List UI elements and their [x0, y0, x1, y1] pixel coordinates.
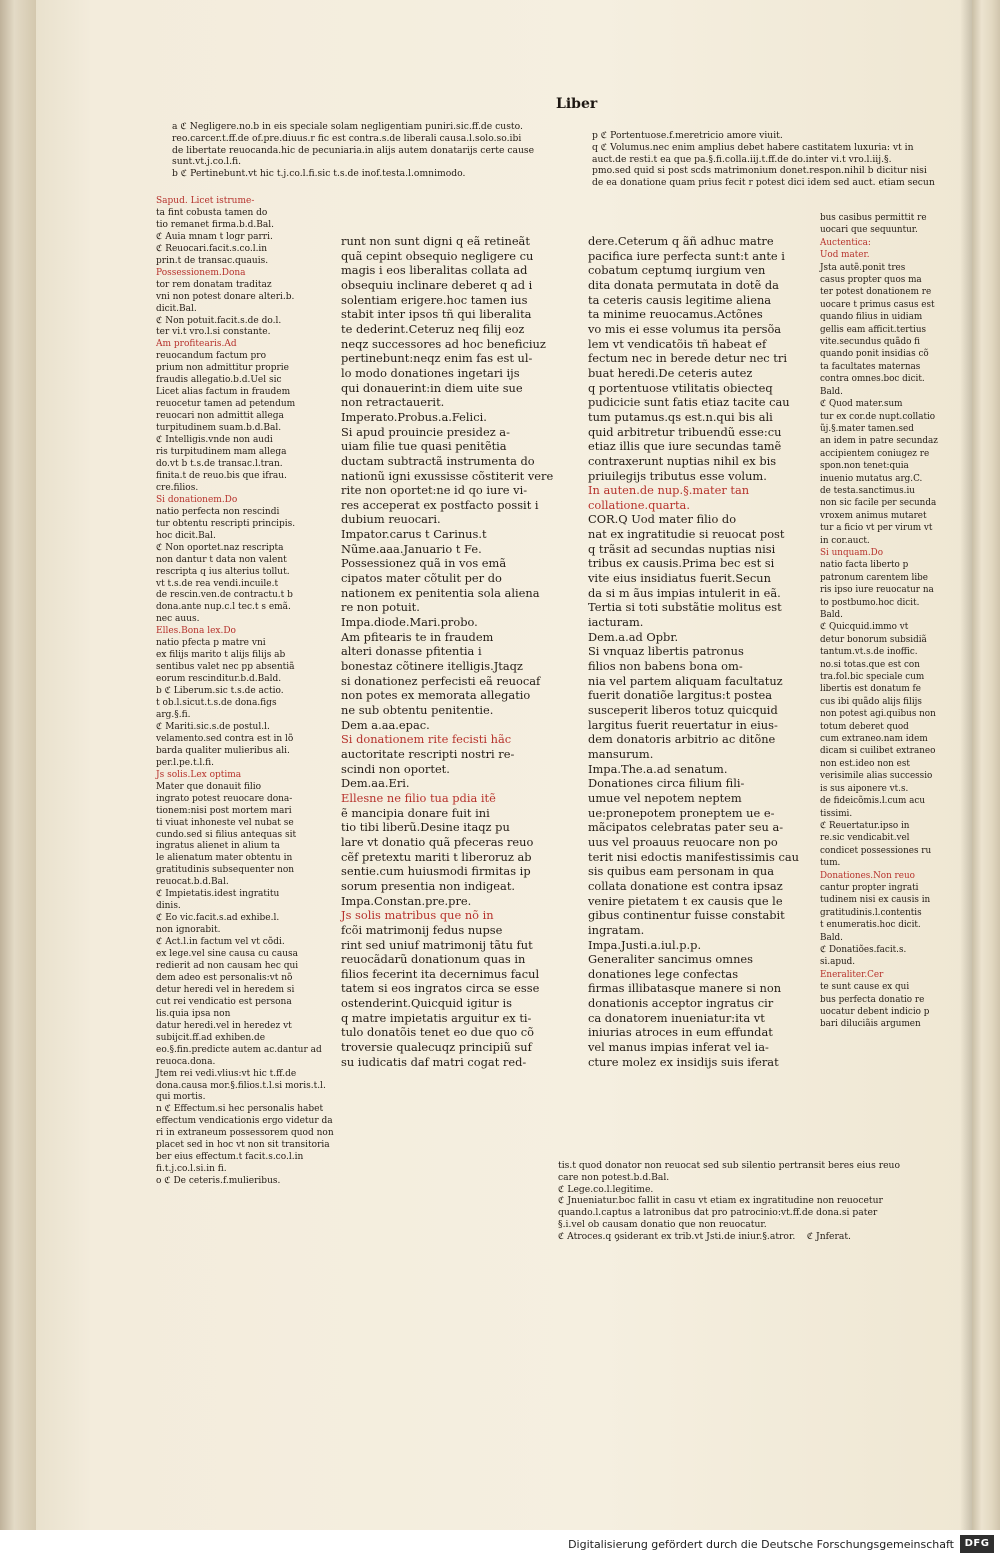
text-line: non dantur t data non valent — [156, 554, 287, 565]
text-line: velamento.sed contra est in lõ — [156, 733, 294, 744]
text-line: filios non babens bona om- — [588, 659, 743, 674]
text-line: vroxem animus mutaret — [820, 510, 927, 521]
text-line: Si apud prouincie presidez a- — [341, 424, 510, 439]
text-line: non retractauerit. — [341, 395, 445, 410]
text-line: Donationes.Non reuo — [820, 870, 915, 881]
text-line: gibus continentur fuisse constabit — [588, 908, 785, 923]
text-line: collatione.quarta. — [588, 497, 690, 512]
text-line: ta minime reuocamus.Actõnes — [588, 307, 763, 322]
text-line: tum. — [820, 858, 841, 869]
text-line: Uod mater. — [820, 250, 870, 261]
text-line: cobatum ceptumq iurgium ven — [588, 263, 766, 278]
text-line: Bald. — [820, 932, 843, 943]
text-line: sunt.vt.j.co.l.fi. — [172, 156, 242, 168]
text-line: fcõi matrimonij fedus nupse — [341, 922, 503, 937]
text-line: scindi non oportet. — [341, 761, 450, 776]
text-line: no.si totas.que est con — [820, 659, 920, 670]
text-line: dinis. — [156, 901, 181, 912]
gloss-far-right-column — [820, 212, 950, 1031]
text-line: ti viuat inhoneste vel nubat se — [156, 817, 294, 828]
text-line: per.l.pe.t.l.fi. — [156, 757, 215, 768]
text-line: ℭ Impietatis.idest ingratitu — [156, 889, 280, 900]
text-line: care non potest.b.d.Bal. — [558, 1171, 670, 1183]
text-line: tum putamus.qs est.n.qui bis ali — [588, 409, 773, 424]
text-line: non potest agi.quibus non — [820, 709, 936, 720]
text-line: ingratam. — [588, 922, 645, 937]
text-line: nia vel partem aliquam facultatuz — [588, 673, 783, 688]
text-line: su iudicatis daf matri cogat red- — [341, 1054, 527, 1069]
text-line: de rescin.ven.de contractu.t b — [156, 590, 293, 601]
text-line: ter potest donationem re — [820, 287, 932, 298]
text-line: ingratus alienet in alium ta — [156, 841, 280, 852]
text-line: Si vnquaz libertis patronus — [588, 644, 744, 659]
text-line: ℭ Non potuit.facit.s.de do.l. — [156, 315, 282, 326]
text-line: stabit inter ipsos tñ qui liberalita — [341, 307, 532, 322]
book-gutter — [972, 0, 1000, 1530]
text-line: ℭ Quicquid.immo vt — [820, 622, 909, 633]
text-line: ber eius effectum.t facit.s.co.l.in fi.t.j.co.l.si.in fi. — [156, 1152, 307, 1175]
text-line: dem adeo est personalis:vt nõ — [156, 972, 293, 983]
text-line: cre.filios. — [156, 482, 199, 493]
text-line: largitus fuerit reuertatur in eius- — [588, 717, 778, 732]
text-line: do.vt b t.s.de transac.l.tran. — [156, 458, 283, 469]
text-line: q matre impietatis arguitur ex ti- — [341, 1010, 532, 1025]
text-line: cus ibi quãdo alijs filijs — [820, 696, 922, 707]
gloss-top-right — [592, 130, 952, 189]
text-line: quando filius in uidiam — [820, 312, 923, 323]
text-line: tantum.vt.s.de inoffic. — [820, 647, 918, 658]
text-line: re.sic vendicabit.vel — [820, 833, 910, 844]
text-line: patronum carentem libe — [820, 572, 928, 583]
text-line: solentiam erigere.hoc tamen ius — [341, 292, 528, 307]
text-line: cture molez ex insidijs suis iferat — [588, 1054, 779, 1069]
running-head: Liber — [556, 96, 598, 112]
text-line: cundo.sed si filius antequas sit — [156, 829, 297, 840]
text-line: to postbumo.hoc dicit. — [820, 597, 920, 608]
text-line: sentie.cum huiusmodi firmitas ip — [341, 864, 531, 879]
text-line: filios fecerint ita decernimus facul — [341, 966, 540, 981]
text-line: reo.carcer.t.ff.de of.pre.diuus.r fic est contra.s.de liberali causa.l.solo.so.ibi — [172, 132, 522, 144]
text-line: auct.de resti.t ea que pa.§.fi.colla.iij.t.ff.de do.inter vi.t vro.l.iij.§. — [592, 153, 892, 165]
text-line: Possessionem.Dona — [156, 267, 246, 278]
text-line: reuocari non admittit allega — [156, 411, 284, 422]
text-line: ta fint cobusta tamen do — [156, 207, 268, 218]
text-line: cantur propter ingrati — [820, 882, 919, 893]
text-line: ris ipso iure reuocatur na — [820, 585, 934, 596]
text-line: Sapud. Licet istrume- — [156, 196, 255, 206]
text-line: reuocat.b.d.Bal. — [156, 877, 229, 888]
text-line: de ea donatione quam prius fecit r potest dici idem sed auct. etiam secun — [592, 177, 935, 189]
text-line: non ignorabit. — [156, 925, 221, 936]
text-line: donationis acceptor ingratus cir — [588, 996, 774, 1011]
text-line: tor rem donatam traditaz — [156, 279, 272, 290]
text-line: Ellesne ne filio tua pdia itẽ — [341, 790, 496, 805]
book-page-edges — [0, 0, 36, 1530]
text-line: ũj.§.mater tamen.sed — [820, 423, 914, 434]
text-line: barda qualiter mulieribus ali. — [156, 745, 290, 756]
text-line: bus perfecta donatio re — [820, 994, 925, 1005]
text-line: vo mis ei esse volumus ita persõa — [588, 321, 782, 336]
text-line: tio remanet firma.b.d.Bal. — [156, 219, 274, 230]
text-line: lem vt vendicatõis tñ habeat ef — [588, 336, 767, 351]
text-line: pmo.sed quid si post scds matrimonium donet.respon.nihil b dicitur nisi — [592, 165, 927, 177]
gloss-left-column — [156, 196, 336, 1188]
text-line: qui donauerint:in diem uite sue — [341, 380, 523, 395]
text-line: In auten.de nup.§.mater tan — [588, 483, 750, 498]
text-line: ẽ mancipia donare fuit ini — [341, 805, 490, 820]
text-line: tionem:nisi post mortem mari — [156, 805, 292, 816]
text-line: subijcit.ff.ad exhiben.de eo.§.fin.predicte autem ac.dantur ad reuoca.dona. — [156, 1032, 325, 1067]
text-line: ℭ Donatiões.facit.s. — [820, 944, 907, 955]
text-line: vt t.s.de rea vendi.incuile.t — [156, 578, 279, 589]
funding-credit: Digitalisierung gefördert durch die Deutsche Forschungsgemeinschaft — [568, 1538, 954, 1551]
text-line: rint sed uniuf matrimonij tãtu fut — [341, 937, 533, 952]
text-line: uus vel proauus reuocare non po — [588, 834, 778, 849]
text-line: terit nisi edoctis manifestissimis cau — [588, 849, 799, 864]
text-line: collata donatione est contra ipsaz — [588, 878, 783, 893]
text-line: Dem a.aa.epac. — [341, 717, 430, 732]
text-line: arg.§.fi. — [156, 709, 191, 720]
text-line: sis quibus eam personam in qua — [588, 864, 775, 879]
text-line: bonestaz cõtinere itelligis.Jtaqz — [341, 659, 523, 674]
dfg-logo: DFG — [960, 1535, 994, 1553]
text-line: Jtem rei vedi.vlius:vt hic t.ff.de dona.causa mor.§.filios.t.l.si moris.t.l. — [156, 1068, 326, 1091]
text-line: Impa.diode.Mari.probo. — [341, 615, 478, 630]
text-line: Bald. — [820, 610, 843, 620]
text-line: ductam subtractã instrumenta do — [341, 453, 535, 468]
text-line: pudicicie sunt fatis etiaz tacite cau — [588, 395, 790, 410]
text-line: ℭ Quod mater.sum — [820, 399, 903, 410]
text-line: iacturam. — [588, 615, 644, 630]
text-line: quã cepint obsequio negligere cu — [341, 248, 534, 263]
text-line: runt non sunt digni q eã retineãt — [341, 234, 530, 248]
text-line: de libertate reuocanda.hic de pecuniaria.in alijs autem donatarijs certe cause — [172, 144, 535, 156]
text-line: dem donatoris arbitrio ac ditõne — [588, 732, 776, 747]
text-column-middle — [341, 234, 566, 1069]
text-line: ℭ Non oportet.naz rescripta — [156, 542, 284, 553]
text-line: ℭ Eo vic.facit.s.ad exhibe.l. — [156, 913, 280, 924]
text-line: sorum presentia non indigeat. — [341, 878, 516, 893]
text-line: b ℭ Pertinebunt.vt hic t.j.co.l.fi.sic t.s.de inof.testa.l.omnimodo. — [172, 168, 466, 180]
text-line: tio tibi liberũ.Desine itaqz pu — [341, 820, 510, 835]
text-line: Tertia si toti substãtie molitus est — [588, 600, 782, 615]
text-line: tra.fol.bic speciale cum — [820, 672, 925, 683]
text-line: Mater que donauit filio — [156, 781, 262, 792]
text-line: magis i eos liberalitas collata ad — [341, 263, 528, 278]
text-line: finita.t de reuo.bis que ifrau. — [156, 470, 287, 481]
text-line: Si donationem rite fecisti hãc — [341, 732, 512, 747]
text-line: prin.t de transac.quauis. — [156, 255, 269, 266]
text-line: nationũ igni exussisse cõstiterit vere — [341, 468, 554, 483]
text-line: Licet alias factum in fraudem — [156, 387, 291, 398]
text-line: vite.secundus quãdo fi — [820, 337, 921, 348]
text-line: alteri donasse pfitentia i — [341, 644, 482, 659]
text-line: COR.Q Uod mater filio do — [588, 512, 737, 527]
footer-bar — [0, 1530, 1000, 1560]
text-line: Eneraliter.Cer — [820, 969, 884, 980]
text-line: non est.ideo non est — [820, 758, 910, 769]
text-line: tribus ex causis.Prima bec est si — [588, 556, 775, 571]
text-line: dubium reuocari. — [341, 512, 441, 527]
text-line: lo modo donationes ingetari ijs — [341, 365, 520, 380]
text-line: ℭ Atroces.q ꝯsiderant ex trib.vt Jsti.de iniur.§.atror. ℭ Jnferat. — [558, 1230, 851, 1242]
text-line: gratitudinis.l.contentis — [820, 907, 922, 918]
text-line: dona.ante nup.c.l tec.t s emã. — [156, 602, 291, 613]
text-line: Possessionez quã in vos emã — [341, 556, 507, 571]
text-line: mansurum. — [588, 746, 654, 761]
gloss-top-left — [172, 121, 572, 180]
text-line: prium non admittitur proprie — [156, 363, 289, 374]
text-line: auctoritate rescripti nostri re- — [341, 746, 515, 761]
text-line: reuocandum factum pro — [156, 351, 267, 362]
text-line: Jsta autẽ.ponit tres — [820, 262, 906, 273]
text-line: reuocãdarũ donationum quas in — [341, 952, 526, 967]
text-line: tudinem nisi ex causis in — [820, 895, 931, 906]
text-line: inuenio mutatus arg.C. — [820, 473, 923, 484]
text-line: natio facta liberto p — [820, 560, 909, 571]
text-line: fraudis allegatio.b.d.Uel sic — [156, 375, 282, 386]
text-line: is sus aiponere vt.s. — [820, 783, 909, 794]
text-line: nec auus. — [156, 614, 200, 625]
text-line: donationes lege confectas — [588, 966, 739, 981]
text-line: priuilegijs tributus esse volum. — [588, 468, 767, 483]
text-line: Nũme.aaa.Januario t Fe. — [341, 541, 482, 556]
text-line: cum extraneo.nam idem — [820, 734, 928, 745]
text-line: bari diluciãis argumen — [820, 1019, 921, 1030]
text-line: de fideicõmis.l.cum acu — [820, 796, 926, 807]
text-line: ℭ Auia mnam t logr parri. — [156, 231, 273, 242]
text-line: da si m ãus impias intulerit in eã. — [588, 585, 781, 600]
text-line: dere.Ceterum q ãñ adhuc matre — [588, 234, 774, 248]
text-line: ta facultates maternas — [820, 361, 921, 372]
text-line: in cor.auct. — [820, 535, 870, 546]
text-line: spon.non tenet:quia — [820, 461, 909, 472]
text-line: t enumeratis.hoc dicit. — [820, 920, 921, 931]
text-line: venire pietatem t ex causis que le — [588, 893, 783, 908]
text-line: cipatos mater cõtulit per do — [341, 571, 502, 586]
text-line: ris turpitudinem mam allega — [156, 447, 287, 458]
text-line: ostenderint.Quicquid igitur is — [341, 996, 512, 1011]
text-line: pertinebunt:neqz enim fas est ul- — [341, 351, 533, 366]
text-line: tur ex cor.de nupt.collatio — [820, 411, 936, 422]
text-line: ne sub obtentu penitentie. — [341, 703, 494, 717]
text-line: ta ceteris causis legitime aliena — [588, 292, 772, 307]
text-line: rescripta q ius alterius tollut. — [156, 566, 290, 577]
text-line: cut rei vendicatio est persona — [156, 996, 292, 1007]
text-line: ri in extraneum possessorem quod non placet sed in hoc vt non sit transitoria — [156, 1128, 337, 1151]
text-line: eorum rescinditur.b.d.Bald. — [156, 674, 282, 685]
text-line: sentibus valet nec pp absentiã — [156, 662, 295, 673]
text-line: uocare t primus casus est — [820, 299, 935, 310]
text-line: dicam si cuilibet extraneo — [820, 746, 936, 757]
text-line: res acceperat ex postfacto possit i — [341, 497, 539, 512]
text-line: si.apud. — [820, 957, 856, 968]
text-line: redierit ad non causam hec qui — [156, 961, 299, 971]
text-line: an idem in patre secundaz — [820, 436, 938, 447]
text-line: neqz successores ad hoc beneficiuz — [341, 336, 546, 351]
text-line: ℭ Act.l.in factum vel vt cõdi. — [156, 937, 285, 948]
text-line: casus propter quos ma — [820, 275, 922, 286]
text-line: tissimi. — [820, 808, 853, 819]
text-line: lis.quia ipsa non — [156, 1008, 231, 1019]
text-line: Imperato.Probus.a.Felici. — [341, 409, 487, 424]
text-line: qui mortis. — [156, 1092, 206, 1103]
text-line: dita donata permutata in dotẽ da — [588, 277, 779, 292]
text-line: natio perfecta non rescindi — [156, 506, 280, 517]
text-line: accipientem coniugez re — [820, 448, 930, 459]
text-line: cẽf pretextu mariti t liberoruz ab — [341, 849, 532, 864]
text-line: fectum nec in berede detur nec tri — [588, 351, 787, 366]
text-line: §.i.vel ob causam donatio que non reuocatur. — [558, 1218, 767, 1230]
text-line: ℭ Lege.co.l.legitime. — [558, 1183, 654, 1195]
text-line: quid arbitretur tribuendũ esse:cu — [588, 424, 782, 439]
text-line: tur obtentu rescripti principis. — [156, 518, 296, 529]
text-line: contra omnes.boc dicit. — [820, 374, 925, 385]
text-line: Am pfitearis te in fraudem — [341, 629, 494, 644]
text-line: susceperit liberos totuz quicquid — [588, 703, 778, 717]
text-line: pacifica iure perfecta sunt:t ante i — [588, 248, 785, 263]
text-line: Impator.carus t Carinus.t — [341, 527, 487, 542]
text-line: Si donationem.Do — [156, 494, 238, 505]
text-line: totum deberet quod — [820, 721, 909, 732]
text-line: ℭ Reuertatur.ipso in — [820, 820, 910, 831]
text-line: rite non oportet:ne id qo iure vi- — [341, 483, 528, 498]
text-line: iniurias atroces in eum effundat — [588, 1025, 773, 1040]
text-line: t ob.l.sicut.t.s.de dona.figs — [156, 698, 277, 709]
gloss-bottom-right — [558, 1160, 953, 1243]
text-line: te dederint.Ceteruz neq filij eoz — [341, 321, 525, 336]
text-line: uiam filie tue quasi penitẽtia — [341, 439, 507, 454]
text-line: Donationes circa filium fili- — [588, 776, 745, 791]
text-line: vni non potest donare alteri.b. — [156, 291, 295, 302]
text-line: detur heredi vel in heredem si — [156, 984, 295, 995]
text-line: fuerit donatiõe largitus:t postea — [588, 688, 773, 703]
text-line: b ℭ Liberum.sic t.s.de actio. — [156, 686, 284, 697]
text-line: Elles.Bona lex.Do — [156, 626, 236, 637]
text-line: dicit.Bal. — [156, 303, 197, 314]
text-line: de testa.sanctimus.iu — [820, 485, 915, 496]
text-line: q portentuose vtilitatis obiecteq — [588, 380, 773, 395]
text-line: Am profitearis.Ad — [156, 339, 237, 350]
text-line: non potes ex memorata allegatio — [341, 688, 531, 703]
text-line: mãcipatos celebratas pater seu a- — [588, 820, 784, 835]
text-line: Auctentica: — [820, 237, 871, 248]
text-line: buat heredi.De ceteris autez — [588, 365, 753, 380]
text-line: lare vt donatio quã pfeceras reuo — [341, 834, 534, 849]
text-line: n ℭ Effectum.si hec personalis habet effectum vendicationis ergo videtur da — [156, 1104, 333, 1127]
text-line: ℭ Reuocari.facit.s.co.l.in — [156, 243, 268, 254]
text-line: etiaz illis que iure secundas tamẽ — [588, 439, 782, 454]
text-line: natio pfecta p matre vni — [156, 638, 266, 649]
text-line: o ℭ De ceteris.f.mulieribus. — [156, 1176, 281, 1187]
text-line: vite eius insidiatus fuerit.Secun — [588, 571, 771, 586]
text-line: ex filijs marito t alijs filijs ab — [156, 650, 286, 661]
text-line: datur heredi.vel in heredez vt — [156, 1020, 292, 1031]
text-line: nat ex ingratitudie si reuocat post — [588, 527, 785, 542]
text-line: ue:pronepotem proneptem ue e- — [588, 805, 775, 820]
text-line: nationem ex penitentia sola aliena — [341, 585, 540, 600]
text-line: hoc dicit.Bal. — [156, 530, 216, 541]
text-line: uocari que sequuntur. — [820, 225, 918, 236]
text-line: libertis est donatum fe — [820, 684, 922, 695]
text-line: Dem.aa.Eri. — [341, 776, 410, 791]
text-line: uocatur debent indicio p — [820, 1007, 930, 1017]
text-line: contraxerunt nuptias nihil ex bis — [588, 453, 777, 468]
text-line: reuocetur tamen ad petendum — [156, 399, 296, 410]
text-line: re non potuit. — [341, 600, 420, 615]
text-line: ter vi.t vro.l.si constante. — [156, 327, 271, 338]
text-line: q trãsit ad secundas nuptias nisi — [588, 541, 776, 556]
text-line: quando ponit insidias cõ — [820, 349, 929, 360]
text-line: Js solis.Lex optima — [156, 769, 242, 780]
text-line: ℭ Intelligis.vnde non audi — [156, 435, 273, 446]
text-line: non sic facile per secunda — [820, 498, 937, 509]
text-line: troversie qualecuqz principiũ suf — [341, 1040, 532, 1055]
text-line: tulo donatõis tenet eo due quo cõ — [341, 1025, 535, 1040]
text-line: detur bonorum subsidiã — [820, 634, 927, 645]
text-line: tis.t quod donator non reuocat sed sub silentio pertransit beres eius reuo — [558, 1160, 901, 1171]
text-line: Generaliter sancimus omnes — [588, 952, 754, 967]
text-line: ca donatorem inueniatur:ita vt — [588, 1010, 765, 1025]
text-line: Dem.a.ad Opbr. — [588, 629, 679, 644]
text-line: umue vel nepotem neptem — [588, 790, 742, 805]
text-line: ℭ Jnueniatur.boc fallit in casu vt etiam ex ingratitudine non reuocetur — [558, 1195, 883, 1207]
text-line: Impa.Justi.a.iul.p.p. — [588, 937, 702, 952]
text-line: ex lege.vel sine causa cu causa — [156, 949, 298, 960]
text-line: tur a ficio vt per virum vt — [820, 523, 933, 534]
text-line: te sunt cause ex qui — [820, 982, 910, 993]
text-line: gellis eam afficit.tertius — [820, 324, 927, 335]
text-line: si donationez perfecisti eã reuocaf — [341, 673, 541, 688]
text-line: Bald. — [820, 386, 843, 397]
text-line: ℭ Mariti.sic.s.de postul.l. — [156, 721, 270, 732]
text-line: gratitudinis subsequenter non — [156, 865, 295, 876]
text-line: tatem si eos ingratos circa se esse — [341, 981, 540, 996]
text-line: Impa.Constan.pre.pre. — [341, 893, 472, 908]
text-line: turpitudinem suam.b.d.Bal. — [156, 423, 282, 434]
text-line: p ℭ Portentuose.f.meretricio amore viuit. — [592, 130, 783, 141]
text-line: ingrato potest reuocare dona- — [156, 793, 293, 804]
text-line: condicet possessiones ru — [820, 845, 932, 856]
text-line: firmas illibatasque manere si non — [588, 981, 782, 996]
text-line: bus casibus permittit re — [820, 213, 927, 223]
text-line: quando.l.captus a latronibus dat pro patrocinio:vt.ff.de dona.si pater — [558, 1207, 878, 1219]
text-line: a ℭ Negligere.no.b in eis speciale solam negligentiam puniri.sic.ff.de custo. — [172, 121, 523, 132]
text-line: Impa.The.a.ad senatum. — [588, 761, 728, 776]
text-line: Js solis matribus que nõ in — [341, 908, 494, 923]
text-line: verisimile alias successio — [820, 771, 933, 782]
text-line: Si unquam.Do — [820, 547, 883, 558]
text-line: q ℭ Volumus.nec enim amplius debet habere castitatem luxuria: vt in — [592, 141, 914, 153]
text-line: vel manus impias inferat vel ia- — [588, 1040, 769, 1055]
text-line: le alienatum mater obtentu in — [156, 853, 293, 864]
text-line: obsequiu inclinare deberet q ad i — [341, 277, 533, 292]
text-column-right — [588, 234, 816, 1069]
